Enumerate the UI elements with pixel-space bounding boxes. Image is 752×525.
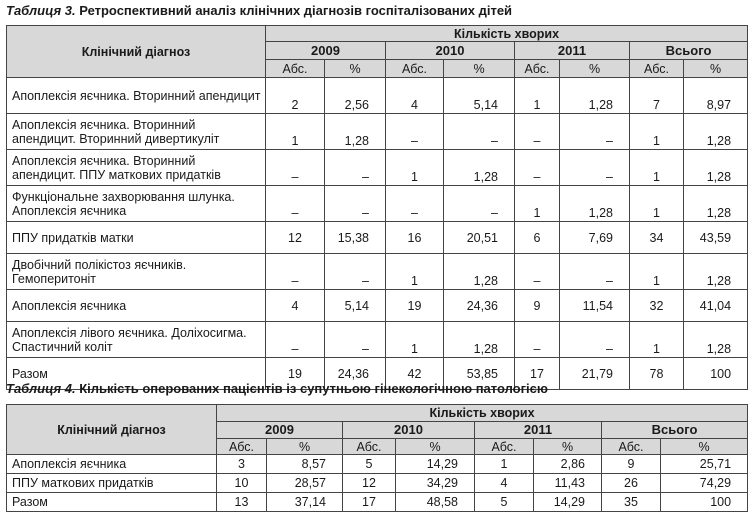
percent-value-cell: 100 bbox=[684, 358, 748, 390]
percent-value-cell: – bbox=[325, 322, 386, 358]
percent-value-cell: 1,28 bbox=[560, 78, 630, 114]
percent-header: % bbox=[325, 60, 386, 78]
abs-value-cell: 2 bbox=[266, 78, 325, 114]
diagnosis-header: Клінічний діагноз bbox=[7, 26, 266, 78]
abs-value-cell: 19 bbox=[386, 290, 444, 322]
percent-value-cell: – bbox=[444, 186, 515, 222]
abs-value-cell: 7 bbox=[630, 78, 684, 114]
abs-value-cell: 26 bbox=[602, 474, 661, 493]
table-row bbox=[7, 186, 748, 222]
diagnosis-cell: Функціональне захворювання шлунка. Апоплексія яєчника bbox=[7, 186, 266, 222]
table-3-body bbox=[7, 78, 748, 390]
percent-value-cell: 74,29 bbox=[661, 474, 748, 493]
percent-value-cell: – bbox=[560, 254, 630, 290]
percent-value-cell: 1,28 bbox=[444, 150, 515, 186]
table-row bbox=[7, 78, 748, 114]
abs-header: Абс. bbox=[602, 439, 661, 455]
abs-value-cell: 4 bbox=[266, 290, 325, 322]
table-row bbox=[7, 150, 748, 186]
percent-value-cell: 14,29 bbox=[534, 493, 602, 512]
abs-value-cell: 35 bbox=[602, 493, 661, 512]
diagnosis-cell: Апоплексія яєчника bbox=[7, 290, 266, 322]
diagnosis-cell: Апоплексія яєчника. Вторинний апендицит bbox=[7, 78, 266, 114]
diagnosis-cell: Двобічний полікістоз яєчників. Гемоперитоніт bbox=[7, 254, 266, 290]
table-row bbox=[7, 290, 748, 322]
abs-header: Абс. bbox=[630, 60, 684, 78]
percent-value-cell: 1,28 bbox=[684, 322, 748, 358]
percent-value-cell: 24,36 bbox=[444, 290, 515, 322]
percent-value-cell: 48,58 bbox=[396, 493, 475, 512]
abs-value-cell: – bbox=[515, 254, 560, 290]
abs-value-cell: 10 bbox=[217, 474, 267, 493]
percent-value-cell: 28,57 bbox=[267, 474, 343, 493]
percent-header: % bbox=[661, 439, 748, 455]
year-header: 2010 bbox=[386, 42, 515, 60]
abs-value-cell: 1 bbox=[515, 186, 560, 222]
table-row bbox=[7, 474, 748, 493]
percent-value-cell: – bbox=[560, 150, 630, 186]
percent-value-cell: 11,43 bbox=[534, 474, 602, 493]
abs-value-cell: 16 bbox=[386, 222, 444, 254]
percent-value-cell: 8,97 bbox=[684, 78, 748, 114]
table-4-caption bbox=[6, 381, 548, 397]
percent-value-cell: 41,04 bbox=[684, 290, 748, 322]
percent-value-cell: 53,85 bbox=[444, 358, 515, 390]
percent-value-cell: 2,86 bbox=[534, 455, 602, 474]
diagnosis-cell: ППУ маткових придатків bbox=[7, 474, 217, 493]
abs-value-cell: 32 bbox=[630, 290, 684, 322]
percent-header: % bbox=[396, 439, 475, 455]
percent-header: % bbox=[534, 439, 602, 455]
percent-header: % bbox=[267, 439, 343, 455]
abs-value-cell: 6 bbox=[515, 222, 560, 254]
percent-value-cell: 5,14 bbox=[325, 290, 386, 322]
abs-value-cell: – bbox=[515, 150, 560, 186]
abs-value-cell: 1 bbox=[630, 114, 684, 150]
table-3-caption-label: Таблиця 3. bbox=[6, 3, 76, 18]
abs-value-cell: 9 bbox=[515, 290, 560, 322]
percent-value-cell: 34,29 bbox=[396, 474, 475, 493]
table-3-caption bbox=[6, 3, 512, 19]
abs-value-cell: – bbox=[266, 322, 325, 358]
abs-value-cell: 1 bbox=[630, 322, 684, 358]
abs-value-cell: 1 bbox=[515, 78, 560, 114]
percent-value-cell: 5,14 bbox=[444, 78, 515, 114]
table-3-caption-text: Ретроспективний аналіз клінічних діагнозів госпіталізованих дітей bbox=[79, 3, 513, 18]
abs-value-cell: 1 bbox=[266, 114, 325, 150]
percent-value-cell: – bbox=[325, 150, 386, 186]
abs-value-cell: 1 bbox=[386, 150, 444, 186]
table-4-caption-text: Кількість оперованих пацієнтів із супутньою гінекологічною патологією bbox=[79, 381, 548, 396]
year-header: 2010 bbox=[343, 422, 475, 439]
abs-value-cell: 9 bbox=[602, 455, 661, 474]
percent-value-cell: 1,28 bbox=[684, 114, 748, 150]
abs-value-cell: 4 bbox=[386, 78, 444, 114]
abs-value-cell: 19 bbox=[266, 358, 325, 390]
percent-value-cell: 1,28 bbox=[444, 254, 515, 290]
patient-count-header: Кількість хворих bbox=[266, 26, 748, 42]
diagnosis-cell: Апоплексія яєчника. Вторинний апендицит. ППУ маткових придатків bbox=[7, 150, 266, 186]
abs-value-cell: 4 bbox=[475, 474, 534, 493]
abs-value-cell: – bbox=[266, 254, 325, 290]
abs-value-cell: 1 bbox=[630, 254, 684, 290]
diagnosis-cell: Разом bbox=[7, 358, 266, 390]
percent-value-cell: – bbox=[444, 114, 515, 150]
percent-value-cell: 11,54 bbox=[560, 290, 630, 322]
abs-value-cell: 1 bbox=[630, 150, 684, 186]
percent-value-cell: 1,28 bbox=[684, 186, 748, 222]
table-4-caption-label: Таблиця 4. bbox=[6, 381, 76, 396]
diagnosis-cell: Разом bbox=[7, 493, 217, 512]
percent-value-cell: – bbox=[560, 322, 630, 358]
percent-value-cell: 25,71 bbox=[661, 455, 748, 474]
year-header: 2009 bbox=[217, 422, 343, 439]
abs-value-cell: – bbox=[515, 114, 560, 150]
percent-header: % bbox=[684, 60, 748, 78]
abs-value-cell: – bbox=[266, 150, 325, 186]
percent-value-cell: 1,28 bbox=[325, 114, 386, 150]
abs-header: Абс. bbox=[217, 439, 267, 455]
abs-value-cell: 34 bbox=[630, 222, 684, 254]
year-header: 2011 bbox=[515, 42, 630, 60]
abs-value-cell: 1 bbox=[630, 186, 684, 222]
abs-header: Абс. bbox=[266, 60, 325, 78]
abs-value-cell: – bbox=[386, 186, 444, 222]
diagnosis-cell: Апоплексія лівого яєчника. Доліхосигма. Спастичний коліт bbox=[7, 322, 266, 358]
abs-value-cell: 3 bbox=[217, 455, 267, 474]
table-row bbox=[7, 254, 748, 290]
percent-value-cell: – bbox=[325, 186, 386, 222]
abs-value-cell: 1 bbox=[386, 322, 444, 358]
diagnosis-cell: ППУ придатків матки bbox=[7, 222, 266, 254]
abs-value-cell: 5 bbox=[475, 493, 534, 512]
abs-header: Абс. bbox=[386, 60, 444, 78]
abs-header: Абс. bbox=[515, 60, 560, 78]
percent-header: % bbox=[444, 60, 515, 78]
percent-value-cell: 43,59 bbox=[684, 222, 748, 254]
year-header: 2009 bbox=[266, 42, 386, 60]
diagnosis-cell: Апоплексія яєчника. Вторинний апендицит. Вторинний дивертикуліт bbox=[7, 114, 266, 150]
percent-value-cell: 2,56 bbox=[325, 78, 386, 114]
abs-value-cell: 1 bbox=[386, 254, 444, 290]
table-row bbox=[7, 114, 748, 150]
percent-value-cell: 21,79 bbox=[560, 358, 630, 390]
total-header: Всього bbox=[630, 42, 748, 60]
abs-value-cell: – bbox=[515, 322, 560, 358]
year-header: 2011 bbox=[475, 422, 602, 439]
abs-value-cell: – bbox=[266, 186, 325, 222]
diagnosis-header: Клінічний діагноз bbox=[7, 405, 217, 455]
table-row bbox=[7, 455, 748, 474]
diagnosis-cell: Апоплексія яєчника bbox=[7, 455, 217, 474]
table-3 bbox=[6, 25, 748, 390]
percent-value-cell: – bbox=[325, 254, 386, 290]
table-row bbox=[7, 222, 748, 254]
abs-value-cell: 12 bbox=[343, 474, 396, 493]
abs-header: Абс. bbox=[475, 439, 534, 455]
abs-value-cell: 1 bbox=[475, 455, 534, 474]
table-row bbox=[7, 322, 748, 358]
percent-value-cell: 8,57 bbox=[267, 455, 343, 474]
abs-value-cell: 78 bbox=[630, 358, 684, 390]
percent-value-cell: – bbox=[560, 114, 630, 150]
patient-count-header: Кількість хворих bbox=[217, 405, 748, 422]
percent-value-cell: 14,29 bbox=[396, 455, 475, 474]
percent-value-cell: 7,69 bbox=[560, 222, 630, 254]
abs-value-cell: 13 bbox=[217, 493, 267, 512]
percent-value-cell: 20,51 bbox=[444, 222, 515, 254]
percent-header: % bbox=[560, 60, 630, 78]
table-row bbox=[7, 493, 748, 512]
abs-value-cell: 5 bbox=[343, 455, 396, 474]
percent-value-cell: 1,28 bbox=[684, 254, 748, 290]
percent-value-cell: 100 bbox=[661, 493, 748, 512]
table-4-body bbox=[7, 455, 748, 512]
percent-value-cell: 1,28 bbox=[444, 322, 515, 358]
percent-value-cell: 24,36 bbox=[325, 358, 386, 390]
percent-value-cell: 1,28 bbox=[560, 186, 630, 222]
abs-value-cell: – bbox=[386, 114, 444, 150]
abs-value-cell: 42 bbox=[386, 358, 444, 390]
percent-value-cell: 37,14 bbox=[267, 493, 343, 512]
abs-value-cell: 17 bbox=[343, 493, 396, 512]
abs-value-cell: 17 bbox=[515, 358, 560, 390]
percent-value-cell: 1,28 bbox=[684, 150, 748, 186]
abs-value-cell: 12 bbox=[266, 222, 325, 254]
table-4 bbox=[6, 404, 748, 512]
percent-value-cell: 15,38 bbox=[325, 222, 386, 254]
total-header: Всього bbox=[602, 422, 748, 439]
abs-header: Абс. bbox=[343, 439, 396, 455]
